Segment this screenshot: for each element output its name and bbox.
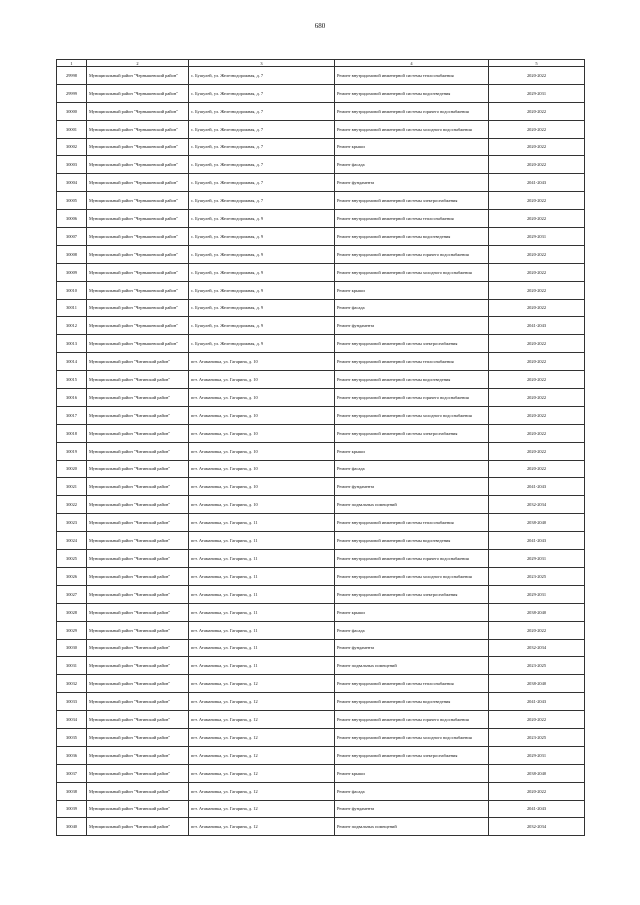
table-row [57,567,585,585]
table-row [57,245,585,263]
work-type-cell: Ремонт фасада [335,460,489,478]
district-cell: Муниципальный район "Чернышевский район" [87,174,189,192]
work-type-cell: Ремонт фундамента [335,800,489,818]
years-cell: 2020-2022 [489,406,585,424]
years-cell: 2020-2022 [489,210,585,228]
work-type-cell: Ремонт внутридомовой инженерной системы электроснабжения [335,424,489,442]
work-type-cell: Ремонт фундамента [335,478,489,496]
work-type-cell: Ремонт внутридомовой инженерной системы водоотведения [335,693,489,711]
address-cell: с. Бушулей, ул. Железнодорожная, д. 7 [189,102,335,120]
work-type-cell: Ремонт внутридомовой инженерной системы теплоснабжения [335,675,489,693]
district-cell: Муниципальный район "Читинский район" [87,711,189,729]
years-cell: 2020-2022 [489,335,585,353]
work-type-cell: Ремонт внутридомовой инженерной системы электроснабжения [335,335,489,353]
table-row [57,67,585,85]
years-cell: 2020-2022 [489,192,585,210]
years-cell: 2020-2022 [489,299,585,317]
work-type-cell: Ремонт внутридомовой инженерной системы холодного водоснабжения [335,263,489,281]
table-row [57,460,585,478]
years-cell: 2020-2022 [489,424,585,442]
table-row [57,210,585,228]
work-type-cell: Ремонт внутридомовой инженерной системы теплоснабжения [335,67,489,85]
row-number: 30007 [57,228,87,246]
district-cell: Муниципальный район "Читинский район" [87,764,189,782]
address-cell: с. Бушулей, ул. Железнодорожная, д. 9 [189,281,335,299]
row-number: 30016 [57,389,87,407]
table-row [57,228,585,246]
address-cell: пгт. Атамановка, ул. Гагарина, д. 10 [189,496,335,514]
years-cell: 2038-2040 [489,603,585,621]
address-cell: с. Бушулей, ул. Железнодорожная, д. 7 [189,174,335,192]
row-number: 30021 [57,478,87,496]
district-cell: Муниципальный район "Чернышевский район" [87,67,189,85]
district-cell: Муниципальный район "Читинский район" [87,371,189,389]
years-cell: 2020-2022 [489,782,585,800]
table-row [57,281,585,299]
table-row [57,138,585,156]
work-type-cell: Ремонт внутридомовой инженерной системы водоотведения [335,228,489,246]
work-type-cell: Ремонт фундамента [335,317,489,335]
table-row [57,102,585,120]
row-number: 29999 [57,84,87,102]
years-cell: 2020-2022 [489,120,585,138]
work-type-cell: Ремонт внутридомовой инженерной системы электроснабжения [335,192,489,210]
row-number: 30031 [57,657,87,675]
row-number: 30009 [57,263,87,281]
table-row [57,639,585,657]
address-cell: пгт. Атамановка, ул. Гагарина, д. 12 [189,782,335,800]
address-cell: пгт. Атамановка, ул. Гагарина, д. 10 [189,460,335,478]
district-cell: Муниципальный район "Читинский район" [87,532,189,550]
work-type-cell: Ремонт внутридомовой инженерной системы теплоснабжения [335,353,489,371]
work-type-cell: Ремонт внутридомовой инженерной системы горячего водоснабжения [335,245,489,263]
years-cell: 2020-2022 [489,371,585,389]
row-number: 30019 [57,442,87,460]
district-cell: Муниципальный район "Читинский район" [87,621,189,639]
district-cell: Муниципальный район "Чернышевский район" [87,228,189,246]
years-cell: 2020-2022 [489,711,585,729]
work-type-cell: Ремонт крыши [335,764,489,782]
address-cell: с. Бушулей, ул. Железнодорожная, д. 9 [189,335,335,353]
years-cell: 2029-2031 [489,550,585,568]
table-row [57,693,585,711]
table-row [57,120,585,138]
table-row [57,174,585,192]
address-cell: с. Бушулей, ул. Железнодорожная, д. 7 [189,67,335,85]
years-cell: 2020-2022 [489,281,585,299]
table-row [57,764,585,782]
table-row [57,317,585,335]
row-number: 30003 [57,156,87,174]
district-cell: Муниципальный район "Читинский район" [87,406,189,424]
address-cell: пгт. Атамановка, ул. Гагарина, д. 11 [189,603,335,621]
table-row [57,335,585,353]
row-number: 30027 [57,585,87,603]
work-type-cell: Ремонт внутридомовой инженерной системы водоотведения [335,532,489,550]
district-cell: Муниципальный район "Читинский район" [87,496,189,514]
district-cell: Муниципальный район "Читинский район" [87,728,189,746]
years-cell: 2020-2022 [489,156,585,174]
district-cell: Муниципальный район "Чернышевский район" [87,210,189,228]
row-number: 29998 [57,67,87,85]
row-number: 30012 [57,317,87,335]
district-cell: Муниципальный район "Чернышевский район" [87,299,189,317]
table-row [57,532,585,550]
work-type-cell: Ремонт внутридомовой инженерной системы холодного водоснабжения [335,567,489,585]
row-number: 30013 [57,335,87,353]
years-cell: 2038-2040 [489,514,585,532]
district-cell: Муниципальный район "Читинский район" [87,567,189,585]
district-cell: Муниципальный район "Читинский район" [87,424,189,442]
table-row [57,711,585,729]
years-cell: 2041-2043 [489,478,585,496]
table-header [57,60,585,67]
address-cell: пгт. Атамановка, ул. Гагарина, д. 10 [189,371,335,389]
years-cell: 2032-2034 [489,639,585,657]
address-cell: с. Бушулей, ул. Железнодорожная, д. 9 [189,299,335,317]
row-number: 30032 [57,675,87,693]
district-cell: Муниципальный район "Чернышевский район" [87,192,189,210]
years-cell: 2020-2022 [489,353,585,371]
table-row [57,657,585,675]
years-cell: 2029-2031 [489,84,585,102]
address-cell: пгт. Атамановка, ул. Гагарина, д. 12 [189,728,335,746]
row-number: 30036 [57,746,87,764]
table-row [57,371,585,389]
district-cell: Муниципальный район "Чернышевский район" [87,156,189,174]
work-type-cell: Ремонт фасада [335,299,489,317]
work-type-cell: Ремонт внутридомовой инженерной системы электроснабжения [335,746,489,764]
years-cell: 2020-2022 [489,67,585,85]
work-type-cell: Ремонт крыши [335,603,489,621]
table-row [57,800,585,818]
address-cell: пгт. Атамановка, ул. Гагарина, д. 10 [189,353,335,371]
table-row [57,603,585,621]
row-number: 30029 [57,621,87,639]
row-number: 30001 [57,120,87,138]
district-cell: Муниципальный район "Читинский район" [87,603,189,621]
address-cell: пгт. Атамановка, ул. Гагарина, д. 11 [189,621,335,639]
work-type-cell: Ремонт внутридомовой инженерной системы электроснабжения [335,585,489,603]
address-cell: с. Бушулей, ул. Железнодорожная, д. 9 [189,263,335,281]
address-cell: пгт. Атамановка, ул. Гагарина, д. 11 [189,532,335,550]
table-row [57,406,585,424]
years-cell: 2029-2031 [489,746,585,764]
work-type-cell: Ремонт внутридомовой инженерной системы водоотведения [335,84,489,102]
work-type-cell: Ремонт подвальных помещений [335,496,489,514]
district-cell: Муниципальный район "Читинский район" [87,550,189,568]
work-type-cell: Ремонт фундамента [335,174,489,192]
district-cell: Муниципальный район "Читинский район" [87,818,189,836]
table-row [57,192,585,210]
work-type-cell: Ремонт внутридомовой инженерной системы водоотведения [335,371,489,389]
row-number: 30028 [57,603,87,621]
row-number: 30011 [57,299,87,317]
years-cell: 2032-2034 [489,818,585,836]
district-cell: Муниципальный район "Чернышевский район" [87,335,189,353]
address-cell: пгт. Атамановка, ул. Гагарина, д. 11 [189,657,335,675]
table-row [57,84,585,102]
work-type-cell: Ремонт внутридомовой инженерной системы горячего водоснабжения [335,102,489,120]
work-type-cell: Ремонт внутридомовой инженерной системы горячего водоснабжения [335,550,489,568]
work-type-cell: Ремонт крыши [335,138,489,156]
years-cell: 2038-2040 [489,764,585,782]
district-cell: Муниципальный район "Читинский район" [87,478,189,496]
row-number: 30024 [57,532,87,550]
district-cell: Муниципальный район "Читинский район" [87,353,189,371]
row-number: 30034 [57,711,87,729]
address-cell: с. Бушулей, ул. Железнодорожная, д. 9 [189,228,335,246]
years-cell: 2020-2022 [489,621,585,639]
years-cell: 2041-2043 [489,532,585,550]
table-row [57,263,585,281]
address-cell: пгт. Атамановка, ул. Гагарина, д. 10 [189,406,335,424]
address-cell: пгт. Атамановка, ул. Гагарина, д. 12 [189,746,335,764]
years-cell: 2023-2025 [489,728,585,746]
address-cell: с. Бушулей, ул. Железнодорожная, д. 7 [189,138,335,156]
row-number: 30018 [57,424,87,442]
row-number: 30030 [57,639,87,657]
district-cell: Муниципальный район "Читинский район" [87,675,189,693]
address-cell: пгт. Атамановка, ул. Гагарина, д. 12 [189,693,335,711]
district-cell: Муниципальный район "Читинский район" [87,460,189,478]
table-row [57,156,585,174]
address-cell: пгт. Атамановка, ул. Гагарина, д. 10 [189,442,335,460]
district-cell: Муниципальный район "Читинский район" [87,782,189,800]
table-row [57,818,585,836]
table-row [57,478,585,496]
address-cell: пгт. Атамановка, ул. Гагарина, д. 12 [189,764,335,782]
work-type-cell: Ремонт внутридомовой инженерной системы холодного водоснабжения [335,406,489,424]
work-type-cell: Ремонт внутридомовой инженерной системы горячего водоснабжения [335,389,489,407]
row-number: 30002 [57,138,87,156]
district-cell: Муниципальный район "Читинский район" [87,585,189,603]
district-cell: Муниципальный район "Чернышевский район" [87,281,189,299]
address-cell: пгт. Атамановка, ул. Гагарина, д. 11 [189,567,335,585]
years-cell: 2023-2025 [489,657,585,675]
column-header-1: 1 [57,60,87,67]
address-cell: с. Бушулей, ул. Железнодорожная, д. 7 [189,84,335,102]
work-type-cell: Ремонт внутридомовой инженерной системы горячего водоснабжения [335,711,489,729]
district-cell: Муниципальный район "Чернышевский район" [87,120,189,138]
address-cell: с. Бушулей, ул. Железнодорожная, д. 9 [189,245,335,263]
district-cell: Муниципальный район "Читинский район" [87,639,189,657]
years-cell: 2041-2043 [489,317,585,335]
district-cell: Муниципальный район "Чернышевский район" [87,263,189,281]
address-cell: пгт. Атамановка, ул. Гагарина, д. 11 [189,550,335,568]
district-cell: Муниципальный район "Читинский район" [87,800,189,818]
years-cell: 2020-2022 [489,245,585,263]
table-row [57,299,585,317]
row-number: 30008 [57,245,87,263]
address-cell: пгт. Атамановка, ул. Гагарина, д. 12 [189,711,335,729]
address-cell: пгт. Атамановка, ул. Гагарина, д. 10 [189,389,335,407]
row-number: 30023 [57,514,87,532]
address-cell: пгт. Атамановка, ул. Гагарина, д. 10 [189,478,335,496]
work-type-cell: Ремонт подвальных помещений [335,657,489,675]
district-cell: Муниципальный район "Чернышевский район" [87,102,189,120]
work-type-cell: Ремонт крыши [335,442,489,460]
table-row [57,496,585,514]
row-number: 30038 [57,782,87,800]
address-cell: пгт. Атамановка, ул. Гагарина, д. 12 [189,800,335,818]
district-cell: Муниципальный район "Чернышевский район" [87,317,189,335]
work-type-cell: Ремонт подвальных помещений [335,818,489,836]
district-cell: Муниципальный район "Читинский район" [87,657,189,675]
work-type-cell: Ремонт фундамента [335,639,489,657]
district-cell: Муниципальный район "Читинский район" [87,693,189,711]
years-cell: 2032-2034 [489,496,585,514]
table-row [57,728,585,746]
table-row [57,389,585,407]
district-cell: Муниципальный район "Читинский район" [87,442,189,460]
column-header-2: 2 [87,60,189,67]
address-cell: пгт. Атамановка, ул. Гагарина, д. 11 [189,639,335,657]
table-row [57,514,585,532]
address-cell: пгт. Атамановка, ул. Гагарина, д. 10 [189,424,335,442]
table-row [57,585,585,603]
row-number: 30020 [57,460,87,478]
row-number: 30040 [57,818,87,836]
table-row [57,442,585,460]
district-cell: Муниципальный район "Читинский район" [87,746,189,764]
table-row [57,782,585,800]
work-type-cell: Ремонт внутридомовой инженерной системы холодного водоснабжения [335,120,489,138]
address-cell: с. Бушулей, ул. Железнодорожная, д. 9 [189,317,335,335]
address-cell: с. Бушулей, ул. Железнодорожная, д. 7 [189,156,335,174]
row-number: 30010 [57,281,87,299]
district-cell: Муниципальный район "Читинский район" [87,514,189,532]
years-cell: 2029-2031 [489,585,585,603]
years-cell: 2020-2022 [489,389,585,407]
row-number: 30006 [57,210,87,228]
work-type-cell: Ремонт фасада [335,156,489,174]
row-number: 30015 [57,371,87,389]
address-cell: пгт. Атамановка, ул. Гагарина, д. 12 [189,675,335,693]
row-number: 30025 [57,550,87,568]
table-row [57,621,585,639]
work-type-cell: Ремонт крыши [335,281,489,299]
table-row [57,550,585,568]
years-cell: 2020-2022 [489,102,585,120]
row-number: 30017 [57,406,87,424]
years-cell: 2020-2022 [489,263,585,281]
row-number: 30037 [57,764,87,782]
address-cell: с. Бушулей, ул. Железнодорожная, д. 9 [189,210,335,228]
district-cell: Муниципальный район "Читинский район" [87,389,189,407]
header-row [57,60,585,67]
row-number: 30039 [57,800,87,818]
address-cell: с. Бушулей, ул. Железнодорожная, д. 7 [189,120,335,138]
row-number: 30022 [57,496,87,514]
row-number: 30014 [57,353,87,371]
table-row [57,746,585,764]
years-cell: 2041-2043 [489,800,585,818]
work-type-cell: Ремонт фасада [335,782,489,800]
address-cell: пгт. Атамановка, ул. Гагарина, д. 11 [189,514,335,532]
work-type-cell: Ремонт внутридомовой инженерной системы теплоснабжения [335,210,489,228]
row-number: 30026 [57,567,87,585]
table-row [57,353,585,371]
row-number: 30004 [57,174,87,192]
years-cell: 2041-2043 [489,693,585,711]
address-cell: пгт. Атамановка, ул. Гагарина, д. 11 [189,585,335,603]
work-type-cell: Ремонт внутридомовой инженерной системы холодного водоснабжения [335,728,489,746]
years-cell: 2023-2025 [489,567,585,585]
table-row [57,675,585,693]
years-cell: 2038-2040 [489,675,585,693]
column-header-5: 5 [489,60,585,67]
years-cell: 2020-2022 [489,460,585,478]
years-cell: 2041-2043 [489,174,585,192]
work-type-cell: Ремонт фасада [335,621,489,639]
address-cell: с. Бушулей, ул. Железнодорожная, д. 7 [189,192,335,210]
column-header-4: 4 [335,60,489,67]
page-number: 680 [314,22,326,30]
district-cell: Муниципальный район "Чернышевский район" [87,138,189,156]
row-number: 30035 [57,728,87,746]
repair-schedule-table [56,59,585,836]
column-header-3: 3 [189,60,335,67]
row-number: 30005 [57,192,87,210]
address-cell: пгт. Атамановка, ул. Гагарина, д. 12 [189,818,335,836]
years-cell: 2020-2022 [489,138,585,156]
row-number: 30000 [57,102,87,120]
district-cell: Муниципальный район "Чернышевский район" [87,84,189,102]
work-type-cell: Ремонт внутридомовой инженерной системы теплоснабжения [335,514,489,532]
years-cell: 2020-2022 [489,442,585,460]
district-cell: Муниципальный район "Чернышевский район" [87,245,189,263]
years-cell: 2029-2031 [489,228,585,246]
table-body [57,67,585,836]
row-number: 30033 [57,693,87,711]
table-row [57,424,585,442]
